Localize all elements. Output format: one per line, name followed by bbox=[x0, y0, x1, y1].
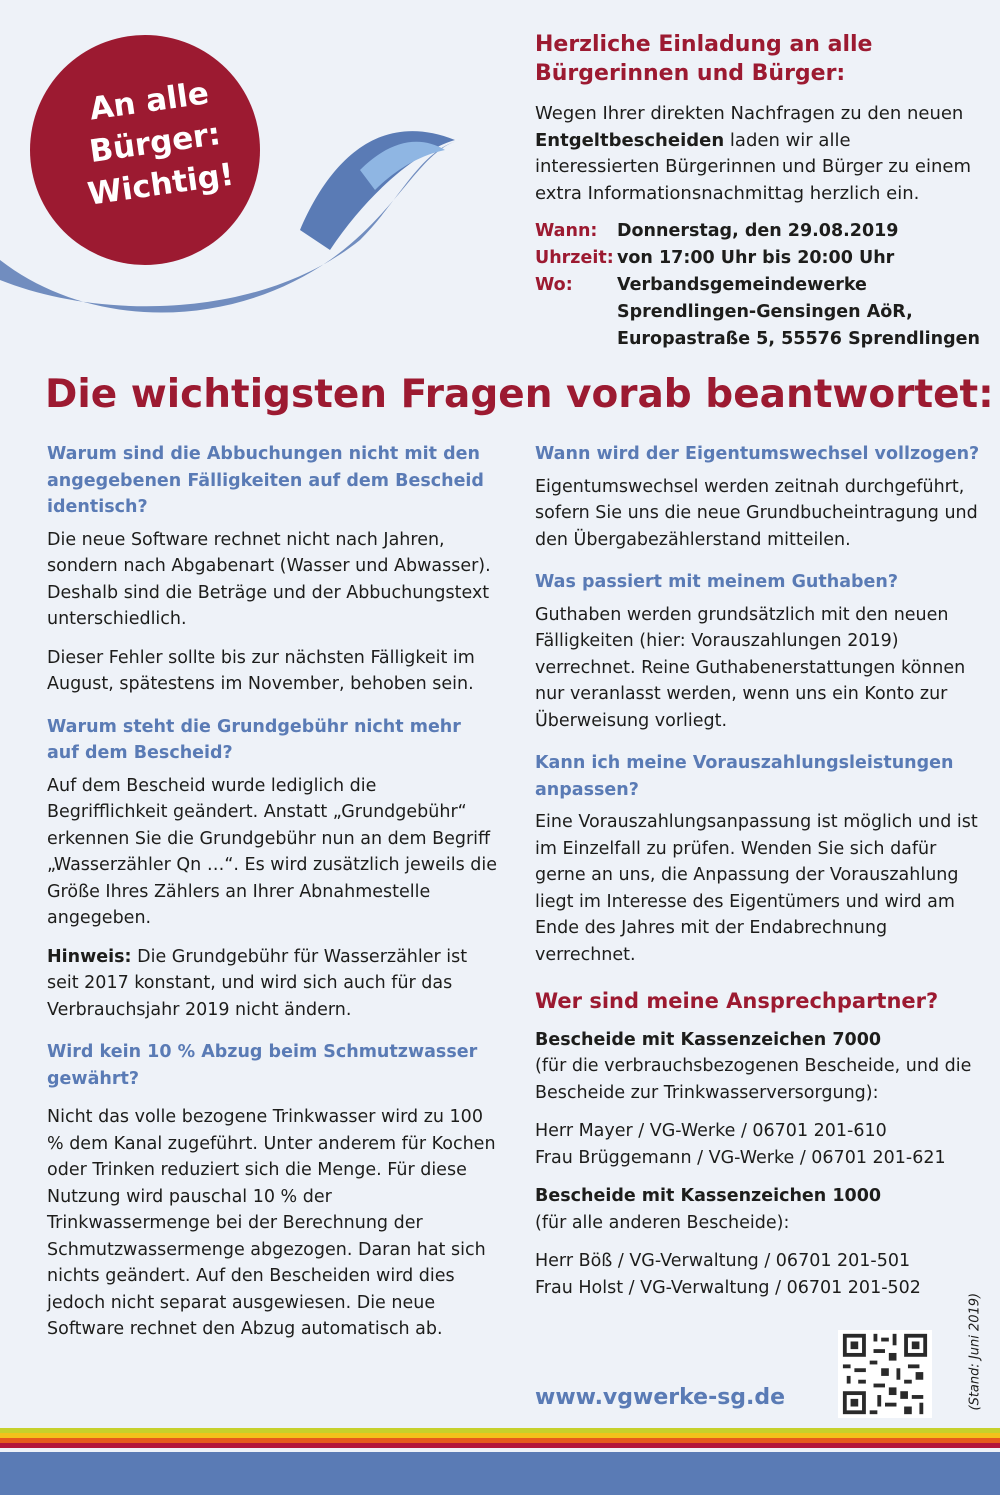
invitation-title-line-2: Bürgerinnen und Bürger: bbox=[535, 61, 846, 86]
faq-question: Wird kein 10 % Abzug beim Schmutzwasser gewährt? bbox=[47, 1042, 478, 1089]
event-when bbox=[535, 218, 985, 245]
contact-person: Herr Mayer / VG-Werke / 06701 201-610 bbox=[535, 1121, 887, 1141]
website-link[interactable]: www.vgwerke-sg.de bbox=[535, 1385, 786, 1410]
contact-group-title: Bescheide mit Kassenzeichen 1000 bbox=[535, 1186, 882, 1206]
faq-right-column bbox=[535, 441, 985, 1301]
event-where bbox=[535, 272, 985, 353]
faq-question: Was passiert mit meinem Guthaben? bbox=[535, 572, 899, 592]
stand-text: (Stand: Juni 2019) bbox=[967, 1292, 983, 1411]
qr-code[interactable] bbox=[838, 1330, 932, 1418]
faq-question: Wann wird der Eigentumswechsel vollzogen? bbox=[535, 444, 980, 464]
faq-answer: Die neue Software rechnet nicht nach Jahren, sondern nach Abgabenart (Wasser und Abwasser). Deshalb sind die Beträge und der Abbuchungstext unterschiedlich. bbox=[47, 529, 491, 629]
badge-text bbox=[62, 69, 248, 217]
faq-answer: Nicht das volle bezogene Trinkwasser wird zu 100 % dem Kanal zugeführt. Unter anderem für Kochen oder Trinken reduziert sich die Menge. Für diese Nutzung wird pauschal 10 % der Trinkwassermenge bei der Berechnung der Schmutzwassermenge abgezogen. Daran hat sich nichts geändert. Auf den Bescheiden wird dies jedoch nicht separat ausgewiesen. Die neue Software rechnet den Abzug automatisch ab. bbox=[47, 1107, 496, 1339]
contact-person: Herr Böß / VG-Verwaltung / 06701 201-501 bbox=[535, 1251, 911, 1271]
when-label: Wann: bbox=[535, 221, 598, 241]
time-value: von 17:00 Uhr bis 20:00 Uhr bbox=[617, 248, 895, 268]
faq-answer-note bbox=[47, 944, 497, 1024]
invitation-body-pre: Wegen Ihrer direkten Nachfragen zu den neuen bbox=[535, 103, 964, 124]
faq-left-column bbox=[47, 441, 497, 1355]
color-stripes bbox=[0, 1428, 1000, 1495]
where-line-2: Sprendlingen-Gensingen AöR, bbox=[617, 302, 913, 322]
faq-answer: Guthaben werden grundsätzlich mit den neuen Fälligkeiten (hier: Vorauszahlungen 2019) verrechnet. Reine Guthabenerstattungen können nur veranlasst werden, wenn uns ein Konto zur Überweisung vorliegt. bbox=[535, 604, 966, 731]
invitation-body-post: laden wir alle interessierten Bürgerinnen und Bürger zu einem extra Informationsnachmittag herzlich ein. bbox=[535, 129, 971, 204]
badge-line-2: Bürger: bbox=[87, 115, 223, 171]
faq-question: Warum steht die Grundgebühr nicht mehr auf dem Bescheid? bbox=[47, 716, 461, 763]
contact-group-sub: (für alle anderen Bescheide): bbox=[535, 1212, 790, 1233]
invitation-body-bold: Entgeltbescheiden bbox=[535, 129, 725, 151]
where-line-3: Europastraße 5, 55576 Sprendlingen bbox=[617, 329, 980, 349]
faq-answer: Dieser Fehler sollte bis zur nächsten Fälligkeit im August, spätestens im November, behoben sein. bbox=[47, 647, 475, 694]
contact-person: Frau Holst / VG-Verwaltung / 06701 201-502 bbox=[535, 1277, 921, 1298]
invitation-body bbox=[535, 101, 975, 207]
invitation-title bbox=[535, 30, 975, 88]
where-label: Wo: bbox=[535, 275, 573, 295]
faq-question: Warum sind die Abbuchungen nicht mit den angegebenen Fälligkeiten auf dem Bescheid identisch? bbox=[47, 444, 484, 517]
event-info bbox=[535, 218, 985, 353]
invitation-title-line-1: Herzliche Einladung an alle bbox=[535, 32, 873, 57]
page-headline: Die wichtigsten Fragen vorab beantwortet: bbox=[45, 372, 994, 417]
where-value bbox=[617, 272, 980, 353]
note-label: Hinweis: bbox=[47, 946, 132, 967]
where-line-1: Verbandsgemeindewerke bbox=[617, 275, 867, 295]
contact-person: Frau Brüggemann / VG-Werke / 06701 201-621 bbox=[535, 1147, 946, 1168]
badge-line-3: Wichtig! bbox=[85, 156, 237, 213]
stand-date bbox=[960, 1292, 990, 1420]
faq-question: Kann ich meine Vorauszahlungsleistungen anpassen? bbox=[535, 753, 954, 800]
faq-answer: Eigentumswechsel werden zeitnah durchgeführt, sofern Sie uns die neue Grundbucheintragung und den Übergabezählerstand mitteilen. bbox=[535, 476, 978, 550]
badge-line-1: An alle bbox=[87, 75, 212, 128]
faq-answer: Auf dem Bescheid wurde lediglich die Begrifflichkeit geändert. Anstatt „Grundgebühr“ erkennen Sie die Grundgebühr nun an dem Begriff „Wasserzähler Qn …“. Es wird zusätzlich jeweils die Größe Ihres Zählers an Ihrer Abnahmestelle angegeben. bbox=[47, 775, 498, 928]
when-value: Donnerstag, den 29.08.2019 bbox=[617, 221, 899, 241]
contact-title: Wer sind meine Ansprechpartner? bbox=[535, 989, 939, 1013]
contact-group-title: Bescheide mit Kassenzeichen 7000 bbox=[535, 1029, 882, 1050]
faq-answer: Eine Vorauszahlungsanpassung ist möglich und ist im Einzelfall zu prüfen. Wenden Sie sich dafür gerne an uns, die Anpassung der Vorauszahlung liegt im Interesse des Eigentümers und wird am Ende des Jahres mit der Endabrechnung verrechnet. bbox=[535, 812, 978, 965]
event-time bbox=[535, 245, 985, 272]
note-text: Die Grundgebühr für Wasserzähler ist seit 2017 konstant, und wird sich auch für das Verbrauchsjahr 2019 nicht ändern. bbox=[47, 946, 468, 1020]
time-label: Uhrzeit: bbox=[535, 248, 614, 268]
contact-group-sub: (für die verbrauchsbezogenen Bescheide, und die Bescheide zur Trinkwasserversorgung): bbox=[535, 1056, 972, 1103]
